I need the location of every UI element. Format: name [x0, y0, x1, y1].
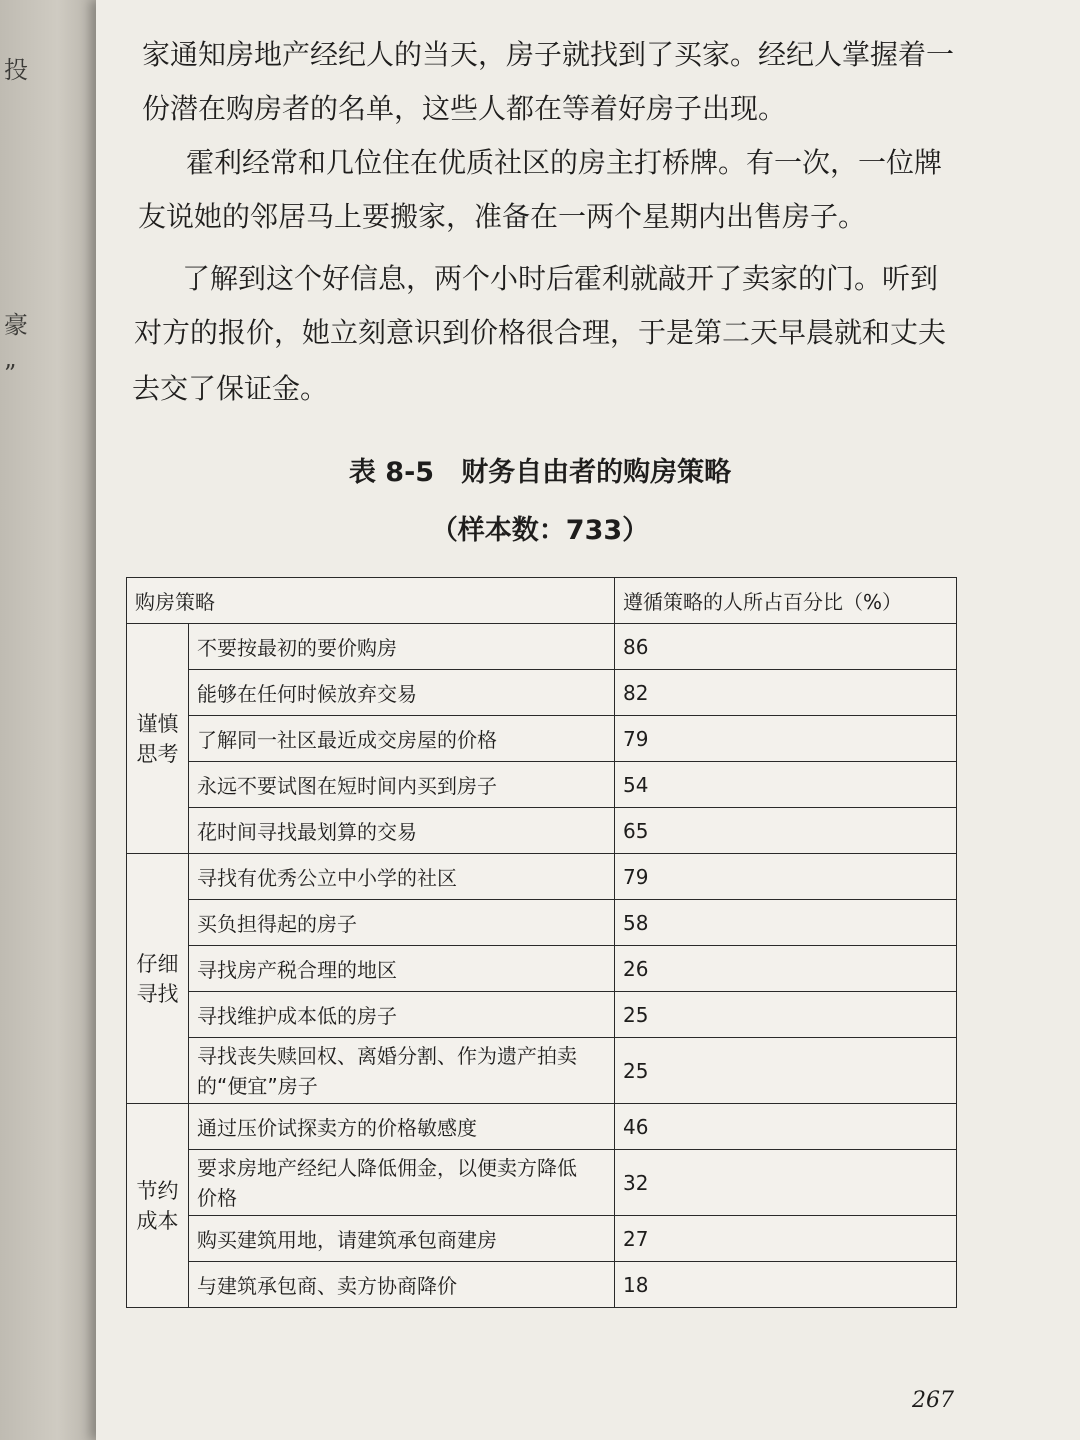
strategy-cell: 不要按最初的要价购房	[189, 624, 615, 670]
table-row	[127, 716, 957, 762]
percent-cell: 79	[615, 716, 957, 762]
strategy-cell: 寻找维护成本低的房子	[189, 992, 615, 1038]
percent-cell: 25	[615, 1038, 957, 1104]
strategy-cell: 花时间寻找最划算的交易	[189, 808, 615, 854]
strategy-cell: 能够在任何时候放弃交易	[189, 670, 615, 716]
strategy-table	[126, 577, 957, 1308]
table-subtitle: （样本数：733）	[430, 515, 650, 546]
table-row	[127, 992, 957, 1038]
paragraph-line: 家通知房地产经纪人的当天，房子就找到了买家。经纪人掌握着一	[142, 38, 955, 71]
percent-cell: 65	[615, 808, 957, 854]
group-label: 仔细 寻找	[127, 854, 189, 1104]
percent-cell: 82	[615, 670, 957, 716]
facing-page-edge	[0, 0, 96, 1440]
strategy-cell: 寻找丧失赎回权、离婚分割、作为遗产拍卖 的“便宜”房子	[189, 1038, 615, 1104]
strategy-cell: 通过压价试探卖方的价格敏感度	[189, 1104, 615, 1150]
table-row	[127, 1104, 957, 1150]
table-row	[127, 624, 957, 670]
paragraph-line: 了解到这个好信息，两个小时后霍利就敲开了卖家的门。听到	[182, 262, 939, 295]
percent-cell: 25	[615, 992, 957, 1038]
group-label: 节约 成本	[127, 1104, 189, 1308]
strategy-cell: 了解同一社区最近成交房屋的价格	[189, 716, 615, 762]
table-title: 表 8-5 财务自由者的购房策略	[348, 457, 732, 488]
percent-cell: 32	[615, 1150, 957, 1216]
table-row	[127, 762, 957, 808]
page-number: 267	[912, 1388, 954, 1413]
table-row	[127, 854, 957, 900]
percent-cell: 46	[615, 1104, 957, 1150]
percent-cell: 26	[615, 946, 957, 992]
header-strategy: 购房策略	[127, 578, 615, 624]
strategy-cell: 购买建筑用地，请建筑承包商建房	[189, 1216, 615, 1262]
table-row	[127, 1150, 957, 1216]
percent-cell: 58	[615, 900, 957, 946]
table-row	[127, 670, 957, 716]
header-percent: 遵循策略的人所占百分比（%）	[615, 578, 957, 624]
paragraph-line: 霍利经常和几位住在优质社区的房主打桥牌。有一次，一位牌	[186, 146, 943, 179]
table-row	[127, 900, 957, 946]
strategy-cell: 永远不要试图在短时间内买到房子	[189, 762, 615, 808]
group-label: 谨慎 思考	[127, 624, 189, 854]
table-row	[127, 1262, 957, 1308]
percent-cell: 79	[615, 854, 957, 900]
percent-cell: 18	[615, 1262, 957, 1308]
strategy-cell: 与建筑承包商、卖方协商降价	[189, 1262, 615, 1308]
percent-cell: 54	[615, 762, 957, 808]
strategy-cell: 寻找房产税合理的地区	[189, 946, 615, 992]
strategy-cell: 要求房地产经纪人降低佣金，以便卖方降低 价格	[189, 1150, 615, 1216]
paragraph-line: 对方的报价，她立刻意识到价格很合理，于是第二天早晨就和丈夫	[134, 316, 947, 349]
table-row	[127, 1038, 957, 1104]
margin-char: 投	[4, 56, 28, 84]
percent-cell: 86	[615, 624, 957, 670]
table-row	[127, 1216, 957, 1262]
paragraph-line: 份潜在购房者的名单，这些人都在等着好房子出现。	[142, 92, 787, 125]
strategy-cell: 寻找有优秀公立中小学的社区	[189, 854, 615, 900]
paragraph-line: 友说她的邻居马上要搬家，准备在一两个星期内出售房子。	[138, 200, 867, 233]
table-row	[127, 808, 957, 854]
margin-char: ”	[4, 360, 17, 388]
paragraph-line: 去交了保证金。	[132, 372, 329, 405]
margin-char: 豪	[4, 311, 28, 339]
percent-cell: 27	[615, 1216, 957, 1262]
strategy-cell: 买负担得起的房子	[189, 900, 615, 946]
table-row	[127, 946, 957, 992]
